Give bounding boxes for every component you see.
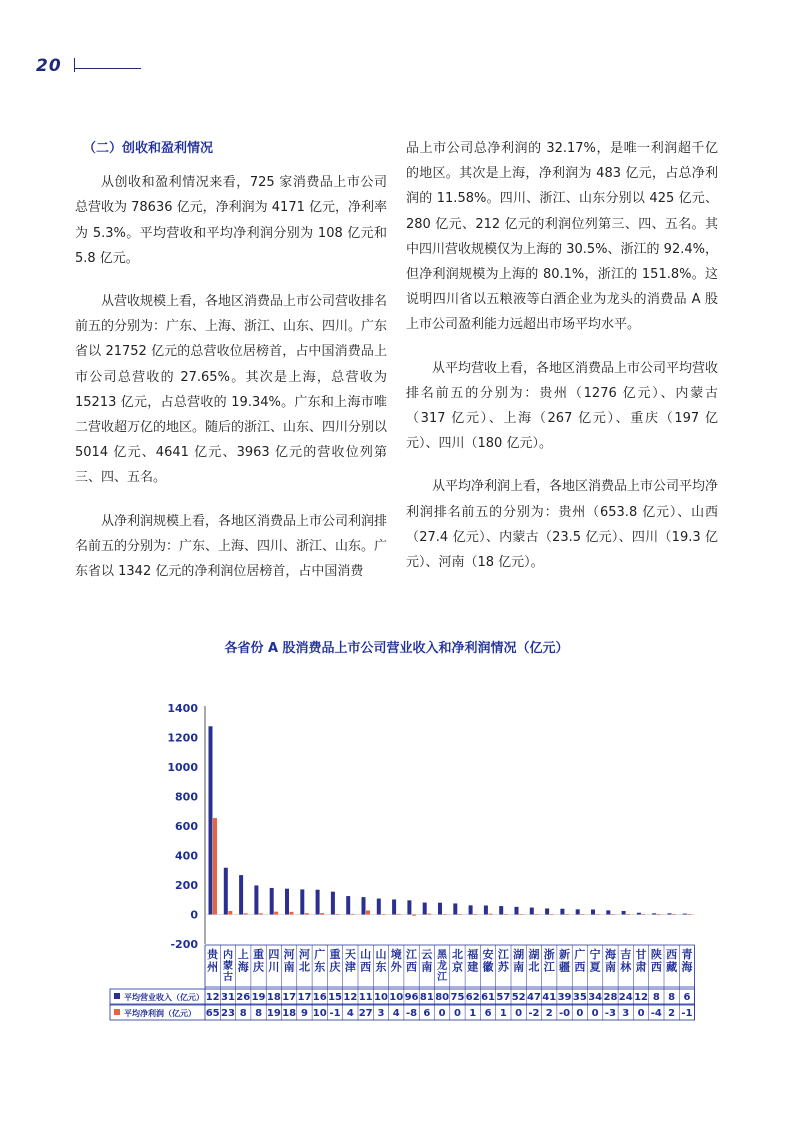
x-category-label: 林 [620,960,632,974]
x-category-label: 河 [298,948,310,961]
profit-data-label: 0 [515,1008,523,1019]
profit-bar [228,911,232,914]
profit-data-label: -8 [405,1008,418,1019]
x-category-label: 西 [406,960,418,974]
x-category-label: 天 [344,948,356,961]
revenue-data-label: 35 [572,992,587,1003]
profit-bar [534,915,538,916]
x-category-label: 古 [222,972,233,983]
paragraph: 品上市公司总净利润的 32.17%，是唯一利润超千亿的地区。其次是上海，净利润为 483 亿元，占总净利润的 11.58%。四川、浙江、山东分别以 425 亿元、280 亿元、212 亿元的利润位列第三、四、五名。其中四川营收规模仅为上海的 30.5%、浙江的 92.4%，但净利润规模为上海的 80.1%，浙江的 151.8%。这说明四川省以五粮液等白酒企业为龙头的消费品 A 股上市公司盈利能力远超出市场平均水平。 [406,141,718,333]
y-tick-label: 200 [175,879,198,892]
profit-data-label: 0 [438,1008,446,1019]
profit-data-label: 65 [205,1008,220,1019]
profit-data-label: 2 [545,1008,553,1019]
profit-bar [626,914,630,915]
x-category-label: 江 [497,948,509,961]
profit-bar [381,914,385,915]
revenue-data-label: 10 [389,992,404,1003]
x-category-label: 南 [283,960,295,974]
revenue-data-label: 62 [465,992,480,1003]
profit-data-label: 3 [377,1008,385,1019]
profit-bar [351,914,355,915]
x-category-label: 重 [329,948,341,961]
paragraph: 从营收规模上看，各地区消费品上市公司营收排名前五的分别为：广东、上海、浙江、山东、四川。广东省以 21752 亿元的总营收位居榜首，占中国消费品上市公司总营收的 27.65%。其次是上海，总营收为 15213 亿元，占总营收的 19.34%。广东和上海市唯二营收超万亿的地区。随后的浙江、山东、四川分别以 5014 亿元、4641 亿元、3963 亿元的营收位列第三、四、五名。 [75,294,388,486]
revenue-data-label: 12 [343,992,358,1003]
x-category-label: 庆 [253,960,265,974]
revenue-data-label: 12 [205,992,220,1003]
x-category-label: 南 [421,960,433,974]
y-tick-label: 800 [175,790,198,804]
profit-bar [458,915,462,916]
x-category-label: 海 [604,948,616,961]
profit-data-label: 6 [484,1008,492,1019]
profit-bar [687,915,691,916]
revenue-bar [637,913,641,915]
profit-bar [443,915,447,916]
profit-bar [672,914,676,915]
revenue-bar [209,726,213,914]
x-category-label: 南 [604,960,616,974]
revenue-data-label: 17 [297,992,312,1003]
x-category-label: 广 [574,948,586,961]
profit-bar [488,914,492,915]
x-category-label: 新 [559,948,571,961]
revenue-bar [423,903,427,915]
chart-title: 各省份 A 股消费品上市公司营业收入和净利润情况（亿元） [224,641,569,656]
x-category-label: 上 [237,948,249,961]
profit-bar [274,912,278,915]
x-category-label: 夏 [589,960,601,974]
revenue-data-label: 11 [358,992,373,1003]
x-category-label: 徽 [482,960,494,974]
profit-data-label: 2 [668,1008,676,1019]
x-category-label: 西 [666,948,678,961]
revenue-bar [484,906,488,915]
revenue-data-label: 34 [588,992,603,1003]
x-category-label: 肃 [635,960,647,974]
y-tick-label: -200 [170,938,198,951]
x-category-label: 广 [314,948,326,961]
profit-bar [565,915,569,916]
profit-bar [335,915,339,916]
revenue-data-label: 18 [266,992,281,1003]
x-category-label: 海 [237,960,249,974]
profit-bar [504,914,508,915]
revenue-data-label: 96 [404,992,419,1003]
revenue-data-label: 26 [236,992,251,1003]
x-category-label: 龙 [437,961,448,972]
revenue-bar [331,892,335,915]
revenue-data-label: 8 [668,992,676,1003]
profit-bar [473,914,477,915]
y-tick-label: 1400 [167,702,198,715]
revenue-bar [316,890,320,915]
x-category-label: 宁 [589,948,601,961]
x-category-label: 京 [451,960,463,974]
revenue-bar [606,910,610,914]
profit-data-label: 1 [469,1008,477,1019]
paragraph: 从平均净利润上看，各地区消费品上市公司平均净利润排名前五的分别为：贵州（653.8 亿元）、山西（27.4 亿元）、内蒙古（23.5 亿元）、四川（19.3 亿元）、河南（18 亿元）。 [406,479,719,571]
y-tick-label: 0 [190,908,198,922]
x-category-label: 山 [375,948,387,961]
x-category-label: 海 [681,960,693,974]
paragraph: 从净利润规模上看，各地区消费品上市公司利润排名前五的分别为：广东、上海、四川、浙江、山东。广东省以 1342 亿元的净利润位居榜首，占中国消费 [75,513,388,580]
profit-bar [320,913,324,914]
revenue-bar [392,899,396,914]
revenue-data-label: 8 [652,992,660,1003]
revenue-bar [438,903,442,915]
profit-bar [290,912,294,915]
revenue-data-label: 28 [603,992,618,1003]
y-tick-label: 400 [175,849,198,863]
x-category-label: 江 [406,948,418,961]
profit-bar [427,914,431,915]
revenue-data-label: 75 [450,992,465,1003]
y-tick-label: 1200 [167,731,198,745]
x-category-label: 境 [390,948,402,961]
profit-bar [580,915,584,916]
revenue-data-label: 57 [496,992,511,1003]
profit-data-label: 3 [622,1008,630,1019]
profit-bar [213,818,217,914]
profit-data-label: -4 [650,1008,662,1019]
profit-data-label: -2 [528,1008,540,1019]
profit-data-label: 8 [239,1008,247,1019]
x-category-label: 建 [467,960,479,974]
x-category-label: 津 [344,960,356,974]
x-category-label: 东 [314,960,326,974]
x-category-label: 庆 [329,960,341,974]
revenue-data-label: 80 [435,992,450,1003]
profit-bar [657,915,661,916]
x-category-label: 陕 [650,948,662,961]
profit-data-label: 9 [300,1008,308,1019]
y-tick-label: 600 [175,820,198,833]
x-category-label: 藏 [666,960,678,974]
revenue-data-label: 12 [634,992,649,1003]
revenue-data-label: 6 [683,992,691,1003]
revenue-bar [407,900,411,914]
x-category-label: 河 [283,948,295,961]
profit-data-label: 27 [358,1008,373,1019]
profit-data-label: 8 [255,1008,263,1019]
profit-bar [519,915,523,916]
revenue-data-label: 31 [220,992,235,1003]
revenue-bar [285,889,289,915]
x-category-label: 甘 [635,948,647,961]
x-category-label: 南 [513,960,525,974]
revenue-bar [254,885,258,914]
x-category-label: 黑 [437,950,448,961]
revenue-data-label: 16 [312,992,327,1003]
x-category-label: 疆 [559,960,571,974]
profit-data-label: 0 [576,1008,584,1019]
x-category-label: 山 [360,948,372,961]
x-category-label: 内 [222,950,233,961]
x-category-label: 东 [375,960,387,974]
revenue-bar [515,907,519,915]
revenue-data-label: 41 [542,992,557,1003]
revenue-bar [683,914,687,915]
x-category-label: 江 [437,972,448,983]
revenue-bar [576,909,580,914]
x-category-label: 蒙 [222,961,233,972]
revenue-data-label: 19 [251,992,266,1003]
x-category-label: 湖 [528,948,540,961]
y-tick-label: 1000 [167,761,198,774]
profit-data-label: 0 [591,1008,599,1019]
x-category-label: 贵 [207,948,219,961]
x-category-label: 外 [390,960,402,974]
profit-data-label: 0 [453,1008,461,1019]
profit-bar [641,915,645,916]
profit-data-label: 23 [220,1008,235,1019]
revenue-bar [499,906,503,914]
profit-bar [550,914,554,915]
x-category-label: 州 [207,960,219,974]
x-category-label: 西 [650,960,662,974]
revenue-bar [469,905,473,914]
revenue-bar [668,913,672,914]
section-heading: （二）创收和盈利情况 [83,141,214,156]
profit-data-label: 4 [346,1008,354,1019]
profit-data-label: 0 [637,1008,645,1019]
revenue-data-label: 10 [373,992,388,1003]
page-number: 20 [36,56,62,76]
revenue-bar [652,913,656,914]
revenue-data-label: 61 [481,992,496,1003]
profit-data-label: -1 [681,1008,693,1019]
profit-bar [305,913,309,914]
profit-data-label: -0 [558,1008,571,1019]
legend-label: 平均营业收入（亿元） [124,993,204,1002]
x-category-label: 安 [482,948,494,961]
profit-bar [397,914,401,915]
revenue-data-label: 52 [511,992,526,1003]
profit-data-label: 10 [312,1008,327,1019]
profit-bar [366,910,370,914]
x-category-label: 青 [681,948,693,961]
paragraph: 从创收和盈利情况来看，725 家消费品上市公司总营收为 78636 亿元，净利润为 4171 亿元，净利率为 5.3%。平均营收和平均净利润分别为 108 亿元和 5.8 亿元。 [75,175,387,266]
revenue-bar [560,909,564,915]
profit-bar [259,913,263,914]
revenue-data-label: 47 [526,992,541,1003]
x-category-label: 吉 [620,948,632,961]
profit-bar [596,915,600,916]
revenue-bar [224,868,228,915]
profit-data-label: 18 [282,1008,297,1019]
legend-key-profit [114,1009,120,1015]
x-category-label: 福 [467,948,479,961]
x-category-label: 江 [543,960,555,974]
revenue-bar [530,908,534,915]
revenue-data-label: 15 [328,992,343,1003]
revenue-bar [453,903,457,914]
revenue-bar [239,875,243,914]
profit-bar [611,915,615,916]
legend-key-revenue [114,993,120,999]
revenue-bar [545,908,549,914]
x-category-label: 重 [253,948,265,961]
x-category-label: 北 [528,960,540,974]
revenue-bar [591,909,595,914]
revenue-bar [622,911,626,915]
profit-data-label: -3 [604,1008,617,1019]
x-category-label: 西 [574,960,586,974]
x-category-label: 云 [421,948,433,961]
profit-data-label: -1 [329,1008,341,1019]
revenue-bar [270,888,274,915]
x-category-label: 北 [298,960,310,974]
revenue-bar [362,897,366,914]
profit-data-label: 1 [499,1008,507,1019]
profit-data-label: 4 [392,1008,400,1019]
revenue-bar [377,899,381,915]
x-category-label: 北 [451,948,463,961]
profit-bar [244,913,248,914]
paragraph: 从平均营收上看，各地区消费品上市公司平均营收排名前五的分别为：贵州（1276 亿元）、内蒙古（317 亿元）、上海（267 亿元）、重庆（197 亿元）、四川（180 亿元）。 [406,360,719,452]
legend-label: 平均净利润（亿元） [124,1009,196,1018]
profit-data-label: 6 [423,1008,431,1019]
revenue-data-label: 81 [419,992,434,1003]
revenue-bar [300,889,304,914]
x-category-label: 川 [268,960,280,974]
revenue-data-label: 24 [618,992,633,1003]
x-category-label: 浙 [543,948,555,961]
x-category-label: 四 [268,948,280,961]
x-category-label: 湖 [513,948,525,961]
revenue-bar [346,896,350,914]
revenue-data-label: 17 [282,992,297,1003]
profit-data-label: 19 [266,1008,281,1019]
x-category-label: 苏 [497,960,509,974]
profit-bar [412,915,416,916]
x-category-label: 西 [360,960,372,974]
revenue-data-label: 39 [557,992,572,1003]
